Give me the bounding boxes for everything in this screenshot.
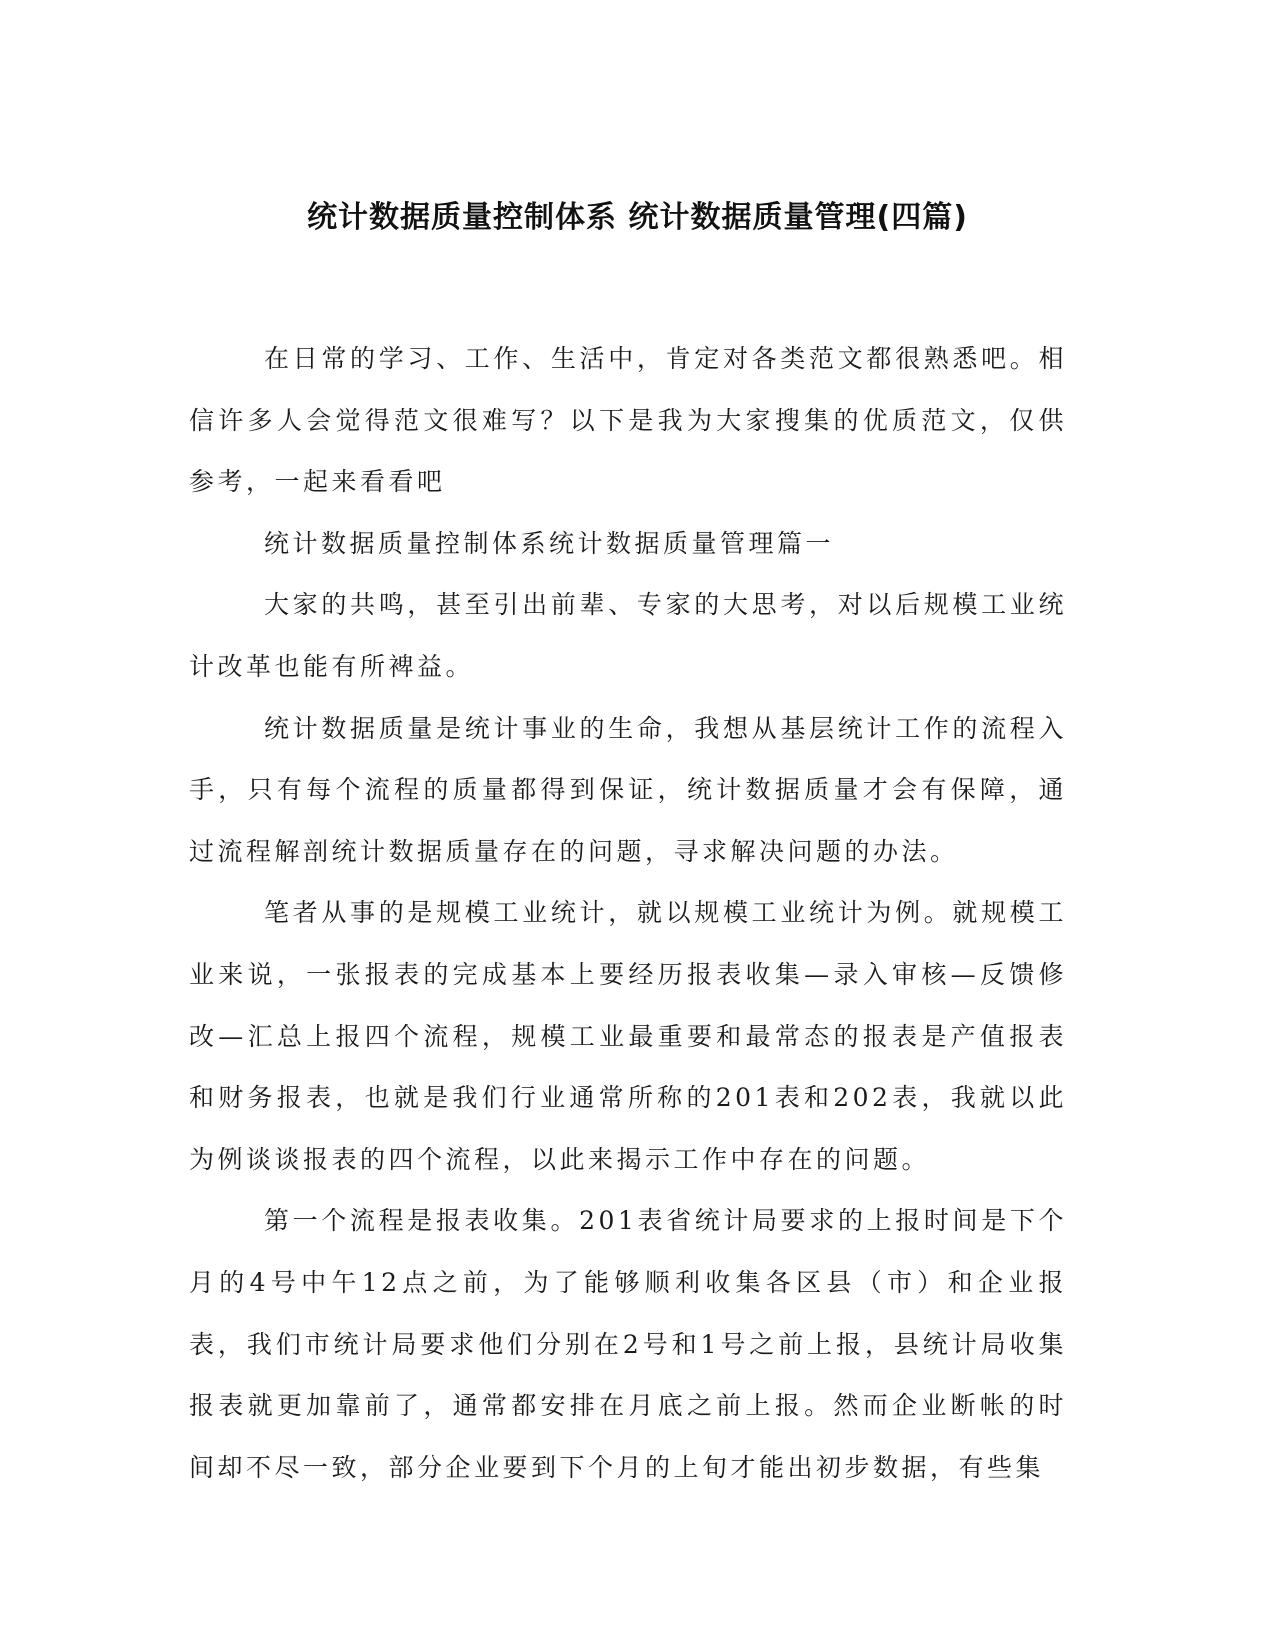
paragraph: 第一个流程是报表收集。201表省统计局要求的上报时间是下个月的4号中午12点之前，为了能够顺利收集各区县（市）和企业报表，我们市统计局要求他们分别在2号和1号之前上报，县统计局收集报表就更加靠前了，通常都安排在月底之前上报。然而企业断帐的时间却不尽一致，部分企业要到下个月的上旬才能出初步数据，有些集	[189, 1206, 1067, 1482]
document-body	[189, 328, 1067, 1498]
paragraph: 统计数据质量是统计事业的生命，我想从基层统计工作的流程入手，只有每个流程的质量都得到保证，统计数据质量才会有保障，通过流程解剖统计数据质量存在的问题，寻求解决问题的办法。	[189, 713, 1067, 866]
paragraph: 笔者从事的是规模工业统计，就以规模工业统计为例。就规模工业来说，一张报表的完成基本上要经历报表收集—录入审核—反馈修改—汇总上报四个流程，规模工业最重要和最常态的报表是产值报表和财务报表，也就是我们行业通常所称的201表和202表，我就以此为例谈谈报表的四个流程，以此来揭示工作中存在的问题。	[189, 898, 1067, 1174]
paragraph-intro: 在日常的学习、工作、生活中，肯定对各类范文都很熟悉吧。相信许多人会觉得范文很难写？以下是我为大家搜集的优质范文，仅供参考，一起来看看吧	[189, 344, 1067, 497]
paragraph-section-heading: 统计数据质量控制体系统计数据质量管理篇一	[264, 528, 835, 558]
paragraph: 大家的共鸣，甚至引出前辈、专家的大思考，对以后规模工业统计改革也能有所裨益。	[189, 590, 1067, 681]
document-title: 统计数据质量控制体系 统计数据质量管理(四篇)	[307, 200, 968, 235]
